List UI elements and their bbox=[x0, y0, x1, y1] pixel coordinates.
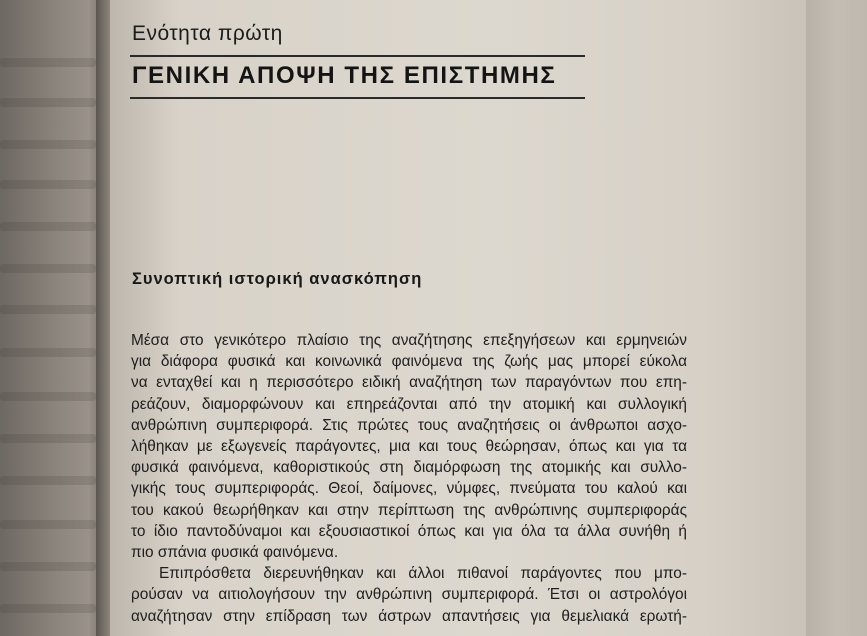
faded-text-line bbox=[0, 520, 96, 529]
title-rule-top bbox=[130, 55, 585, 57]
faded-text-line bbox=[0, 264, 96, 273]
faded-text-line bbox=[0, 476, 96, 485]
faded-text-line bbox=[0, 305, 96, 314]
text-line: Επιπρόσθετα διερευνήθηκαν και άλλοι πιθανοί παράγοντες που μπο- bbox=[159, 565, 687, 583]
facing-page bbox=[0, 0, 104, 636]
text-line: το ίδιο παντοδύναμοι και εξουσιαστικοί όπως και για όλα τα άλλα συνήθη ή bbox=[131, 522, 687, 540]
text-line: λήθηκαν με εξωγενείς παράγοντες, μια και τους θεώρησαν, όπως και για τα bbox=[131, 438, 687, 456]
chapter-label: Ενότητα πρώτη bbox=[132, 22, 283, 45]
faded-text-line bbox=[0, 58, 96, 67]
faded-text-line bbox=[0, 98, 96, 107]
faded-text-line bbox=[0, 348, 96, 357]
faded-text-line bbox=[0, 434, 96, 443]
text-line: να ενταχθεί και η περισσότερο ειδική αναζήτηση των παραγόντων που επη- bbox=[131, 374, 687, 392]
chapter-title: ΓΕΝΙΚΗ ΑΠΟΨΗ ΤΗΣ ΕΠΙΣΤΗΜΗΣ bbox=[132, 62, 557, 89]
faded-text-line bbox=[0, 180, 96, 189]
text-line: ανθρώπινη συμπεριφορά. Στις πρώτες τους αναζητήσεις οι άνθρωποι ασχο- bbox=[131, 416, 687, 434]
text-line: του κακού θεωρήθηκαν και στην περίπτωση της ανθρώπινης συμπεριφοράς bbox=[131, 501, 687, 519]
title-rule-bottom bbox=[130, 97, 585, 99]
text-line: γικής τους συμπεριφοράς. Θεοί, δαίμονες, νύμφες, πνεύματα του καλού και bbox=[131, 480, 687, 498]
faded-text-line bbox=[0, 392, 96, 401]
text-line: πιο σπάνια φυσικά φαινόμενα. bbox=[131, 544, 339, 562]
text-line: για διάφορα φυσικά και κοινωνικά φαινόμενα της ζωής μας μπορεί εύκολα bbox=[131, 353, 687, 371]
faded-text-line bbox=[0, 562, 96, 571]
text-line: Μέσα στο γενικότερο πλαίσιο της αναζήτησης επεξηγήσεων και ερμηνειών bbox=[131, 332, 687, 349]
page-edge bbox=[806, 0, 867, 636]
text-line: ρεάζουν, διαμορφώνουν και επηρεάζονται από την ατομική και συλλογική bbox=[131, 395, 687, 413]
text-line: ρούσαν να αιτιολογήσουν την ανθρώπινη συμπεριφορά. Έτσι οι αστρολόγοι bbox=[131, 586, 687, 604]
text-line: φυσικά φαινόμενα, καθοριστικούς στη διαμόρφωση της ατομικής και συλλο- bbox=[131, 459, 687, 477]
body-text bbox=[131, 330, 687, 627]
section-heading: Συνοπτική ιστορική ανασκόπηση bbox=[132, 270, 423, 288]
faded-text-line bbox=[0, 604, 96, 613]
text-line: αναζήτησαν στην επίδραση των άστρων απαντήσεις για θεμελιακά ερωτή- bbox=[131, 607, 687, 625]
faded-text-line bbox=[0, 222, 96, 231]
faded-text-line bbox=[0, 140, 96, 149]
